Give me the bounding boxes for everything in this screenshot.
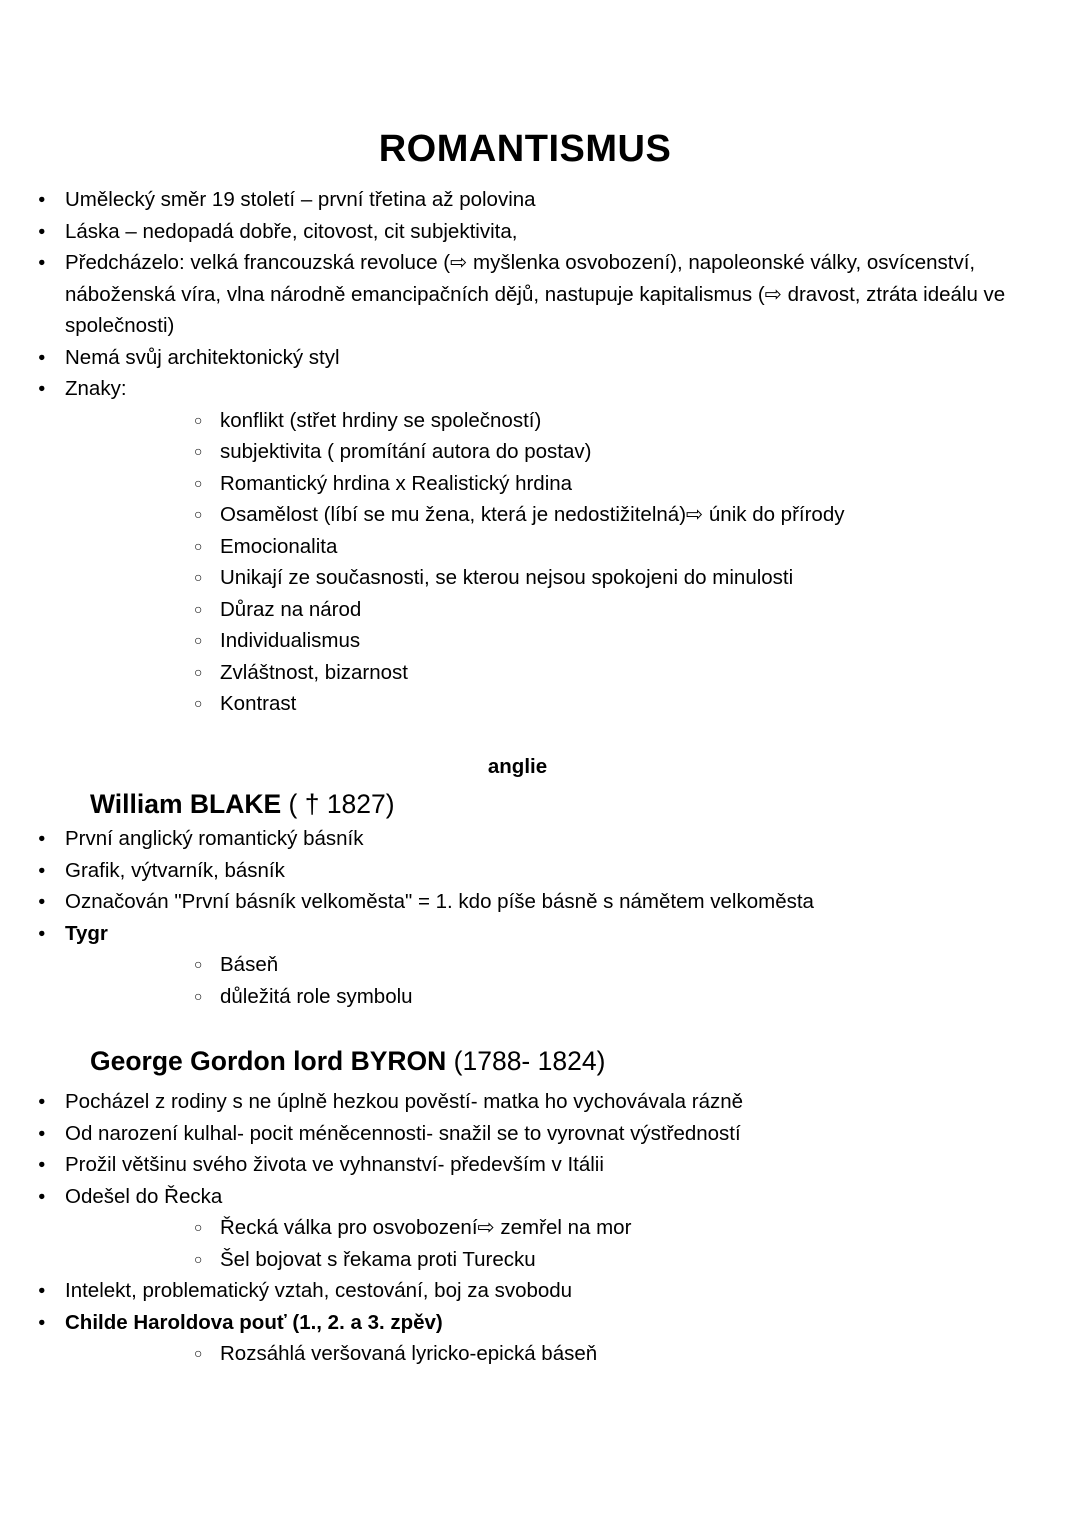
list-item: ○ Šel bojovat s řekama proti Turecku (220, 1244, 1010, 1276)
list-item: ○ Řecká válka pro osvobození⇨ zemřel na mor (220, 1212, 1010, 1244)
list-item: ● Intelekt, problematický vztah, cestování, boj za svobodu (65, 1275, 1010, 1307)
list-item: ○ Báseň (220, 949, 1010, 981)
work-title-item: ● Childe Haroldova pouť (1., 2. a 3. zpěv) (65, 1307, 1010, 1339)
author-name: William BLAKE (90, 789, 282, 819)
intro-list (0, 184, 1080, 405)
list-item: ○ Rozsáhlá veršovaná lyricko-epická báseň (220, 1338, 1010, 1370)
byron-list (0, 1086, 1080, 1212)
blank-line (0, 720, 1080, 751)
list-item: ● Odešel do Řecka (65, 1181, 1010, 1213)
author-name: George Gordon lord BYRON (90, 1046, 447, 1076)
list-item: ● Od narození kulhal- pocit méněcennosti- snažil se to vyrovnat výstředností (65, 1118, 1010, 1150)
list-item: ○ Osamělost (líbí se mu žena, která je nedostižitelná)⇨ únik do přírody (220, 499, 1010, 531)
list-item: ● Nemá svůj architektonický styl (65, 342, 1010, 374)
list-item: ● Grafik, výtvarník, básník (65, 855, 1010, 887)
list-item: ○ konflikt (střet hrdiny se společností) (220, 405, 1010, 437)
list-item: ○ Individualismus (220, 625, 1010, 657)
list-item: ○ Zvláštnost, bizarnost (220, 657, 1010, 689)
work-title-item: ● Tygr (65, 918, 1010, 950)
list-item: ● První anglický romantický básník (65, 823, 1010, 855)
blake-sublist (0, 949, 1080, 1012)
list-item: ○ Romantický hrdina x Realistický hrdina (220, 468, 1010, 500)
author-heading-blake (0, 785, 1080, 823)
list-item: ● Znaky: (65, 373, 1010, 405)
list-item: ○ Emocionalita (220, 531, 1010, 563)
byron-sublist-childe (0, 1338, 1080, 1370)
author-dates: (1788- 1824) (446, 1046, 606, 1076)
list-item: ● Prožil většinu svého života ve vyhnanství- především v Itálii (65, 1149, 1010, 1181)
list-item: ● Pocházel z rodiny s ne úplně hezkou pověstí- matka ho vychovávala rázně (65, 1086, 1010, 1118)
list-item: ● Umělecký směr 19 století – první třetina až polovina (65, 184, 1010, 216)
list-item: ○ Kontrast (220, 688, 1010, 720)
list-item: ○ Unikají ze současnosti, se kterou nejsou spokojeni do minulosti (220, 562, 1010, 594)
list-item: ● Láska – nedopadá dobře, citovost, cit subjektivita, (65, 216, 1010, 248)
byron-list-2 (0, 1275, 1080, 1338)
author-heading-byron (0, 1042, 1080, 1080)
list-item: ● Předcházelo: velká francouzská revoluce (⇨ myšlenka osvobození), napoleonské války, osvícenství, náboženská víra, vlna národně emancipačních dějů, nastupuje kapitalismus (⇨ dravost, ztráta ideálu ve společnosti) (65, 247, 1010, 342)
page-title: ROMANTISMUS (378, 128, 672, 170)
list-item: ● Označován "První básník velkoměsta" = 1. kdo píše básně s námětem velkoměsta (65, 886, 1010, 918)
list-item: ○ subjektivita ( promítání autora do postav) (220, 436, 1010, 468)
author-dates: ( † 1827) (281, 789, 395, 819)
znaky-sublist (0, 405, 1080, 720)
list-item: ○ Důraz na národ (220, 594, 1010, 626)
byron-sublist-greece (0, 1212, 1080, 1275)
blake-list (0, 823, 1080, 949)
country-heading: anglie (487, 754, 548, 778)
list-item: ○ důležitá role symbolu (220, 981, 1010, 1013)
